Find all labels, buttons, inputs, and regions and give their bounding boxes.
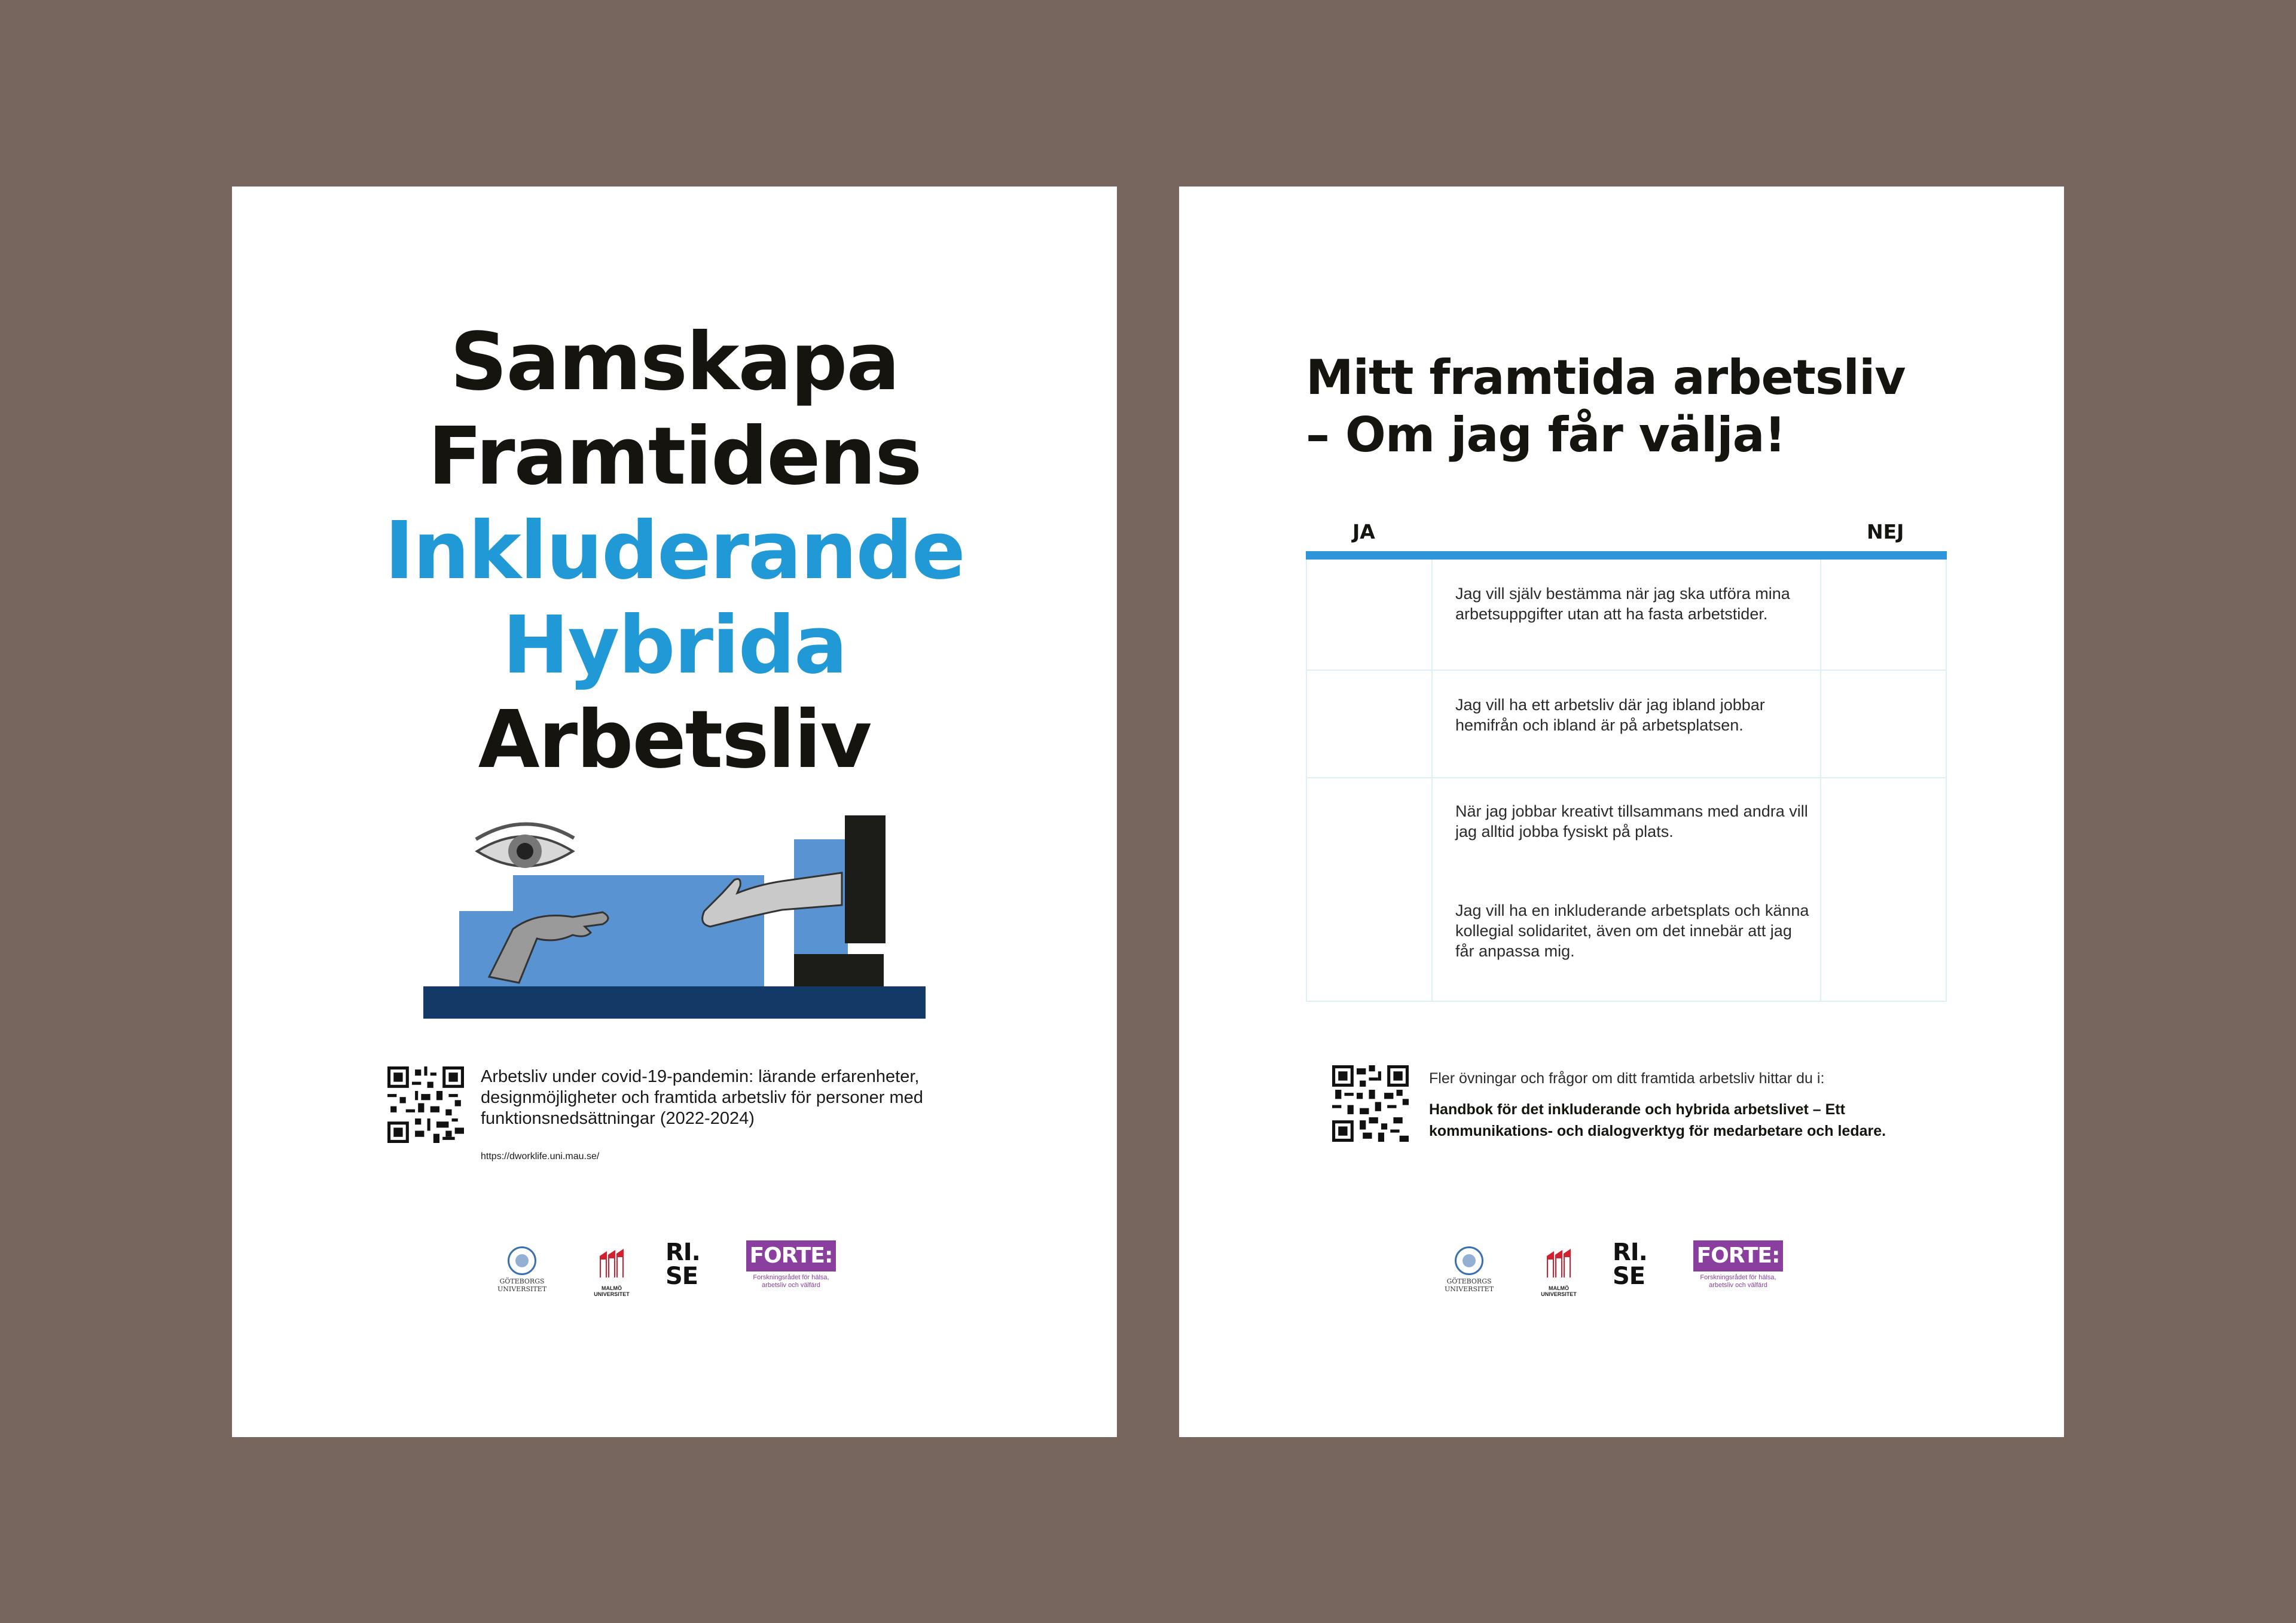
mau-logo [588, 1240, 636, 1297]
partner-logos [1436, 1240, 1843, 1306]
forte-wordmark: FORTE: [1693, 1240, 1784, 1271]
grid-line [1306, 1001, 1947, 1002]
grid-line [1306, 560, 1307, 1002]
rise-wordmark: RI. SE [665, 1239, 700, 1290]
title-line-4: Hybrida [502, 600, 847, 692]
handbook-reference [1332, 1065, 1990, 1149]
poster-page-1 [232, 187, 1117, 1437]
title-line-1: Samskapa [450, 316, 899, 408]
mau-mark-icon [597, 1249, 626, 1280]
forte-wordmark: FORTE: [746, 1240, 836, 1271]
title-line-2: Framtidens [428, 411, 921, 503]
mau-mark-icon [1544, 1249, 1573, 1280]
handbook-title[interactable]: Handbok för det inkluderande och hybrida arbetslivet – Ett kommunikations- och dialogverktyg för medarbetare och ledare. [1429, 1101, 1886, 1139]
grid-line [1946, 560, 1947, 1002]
project-description: Arbetsliv under covid-19-pandemin: lärande erfarenheter, designmöjligheter och framtida arbetsliv för personer med funktionsnedsättningar (2022-2024) [481, 1067, 923, 1128]
grid-line [1306, 777, 1947, 778]
qr-code-icon[interactable] [387, 1066, 464, 1143]
gu-logo [1436, 1240, 1502, 1293]
collage-eye-hands-illustration [423, 815, 926, 1019]
eye-icon [476, 824, 574, 868]
rise-wordmark: RI. SE [1613, 1239, 1647, 1290]
title-line-3: Inkluderande [384, 505, 964, 597]
worksheet-title-line-2: – Om jag får välja! [1306, 407, 1786, 463]
gu-seal-icon [1455, 1246, 1483, 1275]
grid-line [1431, 560, 1433, 1002]
mau-wordmark: MALMÖ UNIVERSITET [1541, 1285, 1577, 1297]
worksheet-page-2 [1179, 187, 2064, 1437]
forte-logo [1687, 1240, 1789, 1289]
project-url[interactable]: https://dworklife.uni.mau.se/ [481, 1151, 600, 1162]
mau-wordmark: MALMÖ UNIVERSITET [594, 1285, 630, 1297]
statement-2: Jag vill ha ett arbetsliv där jag ibland jobbar hemifrån och ibland är på arbetsplatsen. [1455, 696, 1765, 734]
gu-wordmark: GÖTEBORGS UNIVERSITET [497, 1277, 547, 1293]
table-grid [1306, 560, 1947, 1002]
column-header-yes: JA [1352, 520, 1375, 543]
worksheet-title [1306, 349, 2023, 464]
project-info [387, 1066, 938, 1162]
handbook-intro: Fler övningar och frågor om ditt framtida arbetsliv hittar du i: [1429, 1070, 1825, 1087]
partner-logos [489, 1240, 896, 1306]
forte-tagline: Forskningsrådet för hälsa, arbetsliv och välfärd [1700, 1274, 1776, 1289]
grid-line [1820, 560, 1821, 1002]
statement-4: Jag vill ha en inkluderande arbetsplats och känna kollegial solidaritet, även om det innebär att jag får anpassa mig. [1455, 901, 1809, 960]
rise-logo [665, 1240, 713, 1288]
gu-seal-icon [508, 1246, 536, 1275]
mau-logo [1535, 1240, 1583, 1297]
worksheet-title-line-1: Mitt framtida arbetsliv [1306, 350, 1906, 405]
forte-tagline: Forskningsrådet för hälsa, arbetsliv och välfärd [753, 1274, 829, 1289]
title-line-5: Arbetsliv [478, 694, 871, 786]
gu-logo [489, 1240, 555, 1293]
table-header-bar [1306, 551, 1947, 560]
rise-logo [1613, 1240, 1660, 1288]
statement-3: När jag jobbar kreativt tillsammans med andra vill jag alltid jobba fysiskt på plats. [1455, 802, 1808, 840]
forte-logo [740, 1240, 842, 1289]
qr-code-icon[interactable] [1332, 1065, 1409, 1142]
grid-line [1306, 670, 1947, 671]
column-header-no: NEJ [1867, 520, 1904, 543]
poster-title [232, 315, 1117, 787]
statement-1: Jag vill själv bestämma när jag ska utföra mina arbetsuppgifter utan att ha fasta arbetstider. [1455, 585, 1790, 623]
gu-wordmark: GÖTEBORGS UNIVERSITET [1444, 1277, 1494, 1293]
